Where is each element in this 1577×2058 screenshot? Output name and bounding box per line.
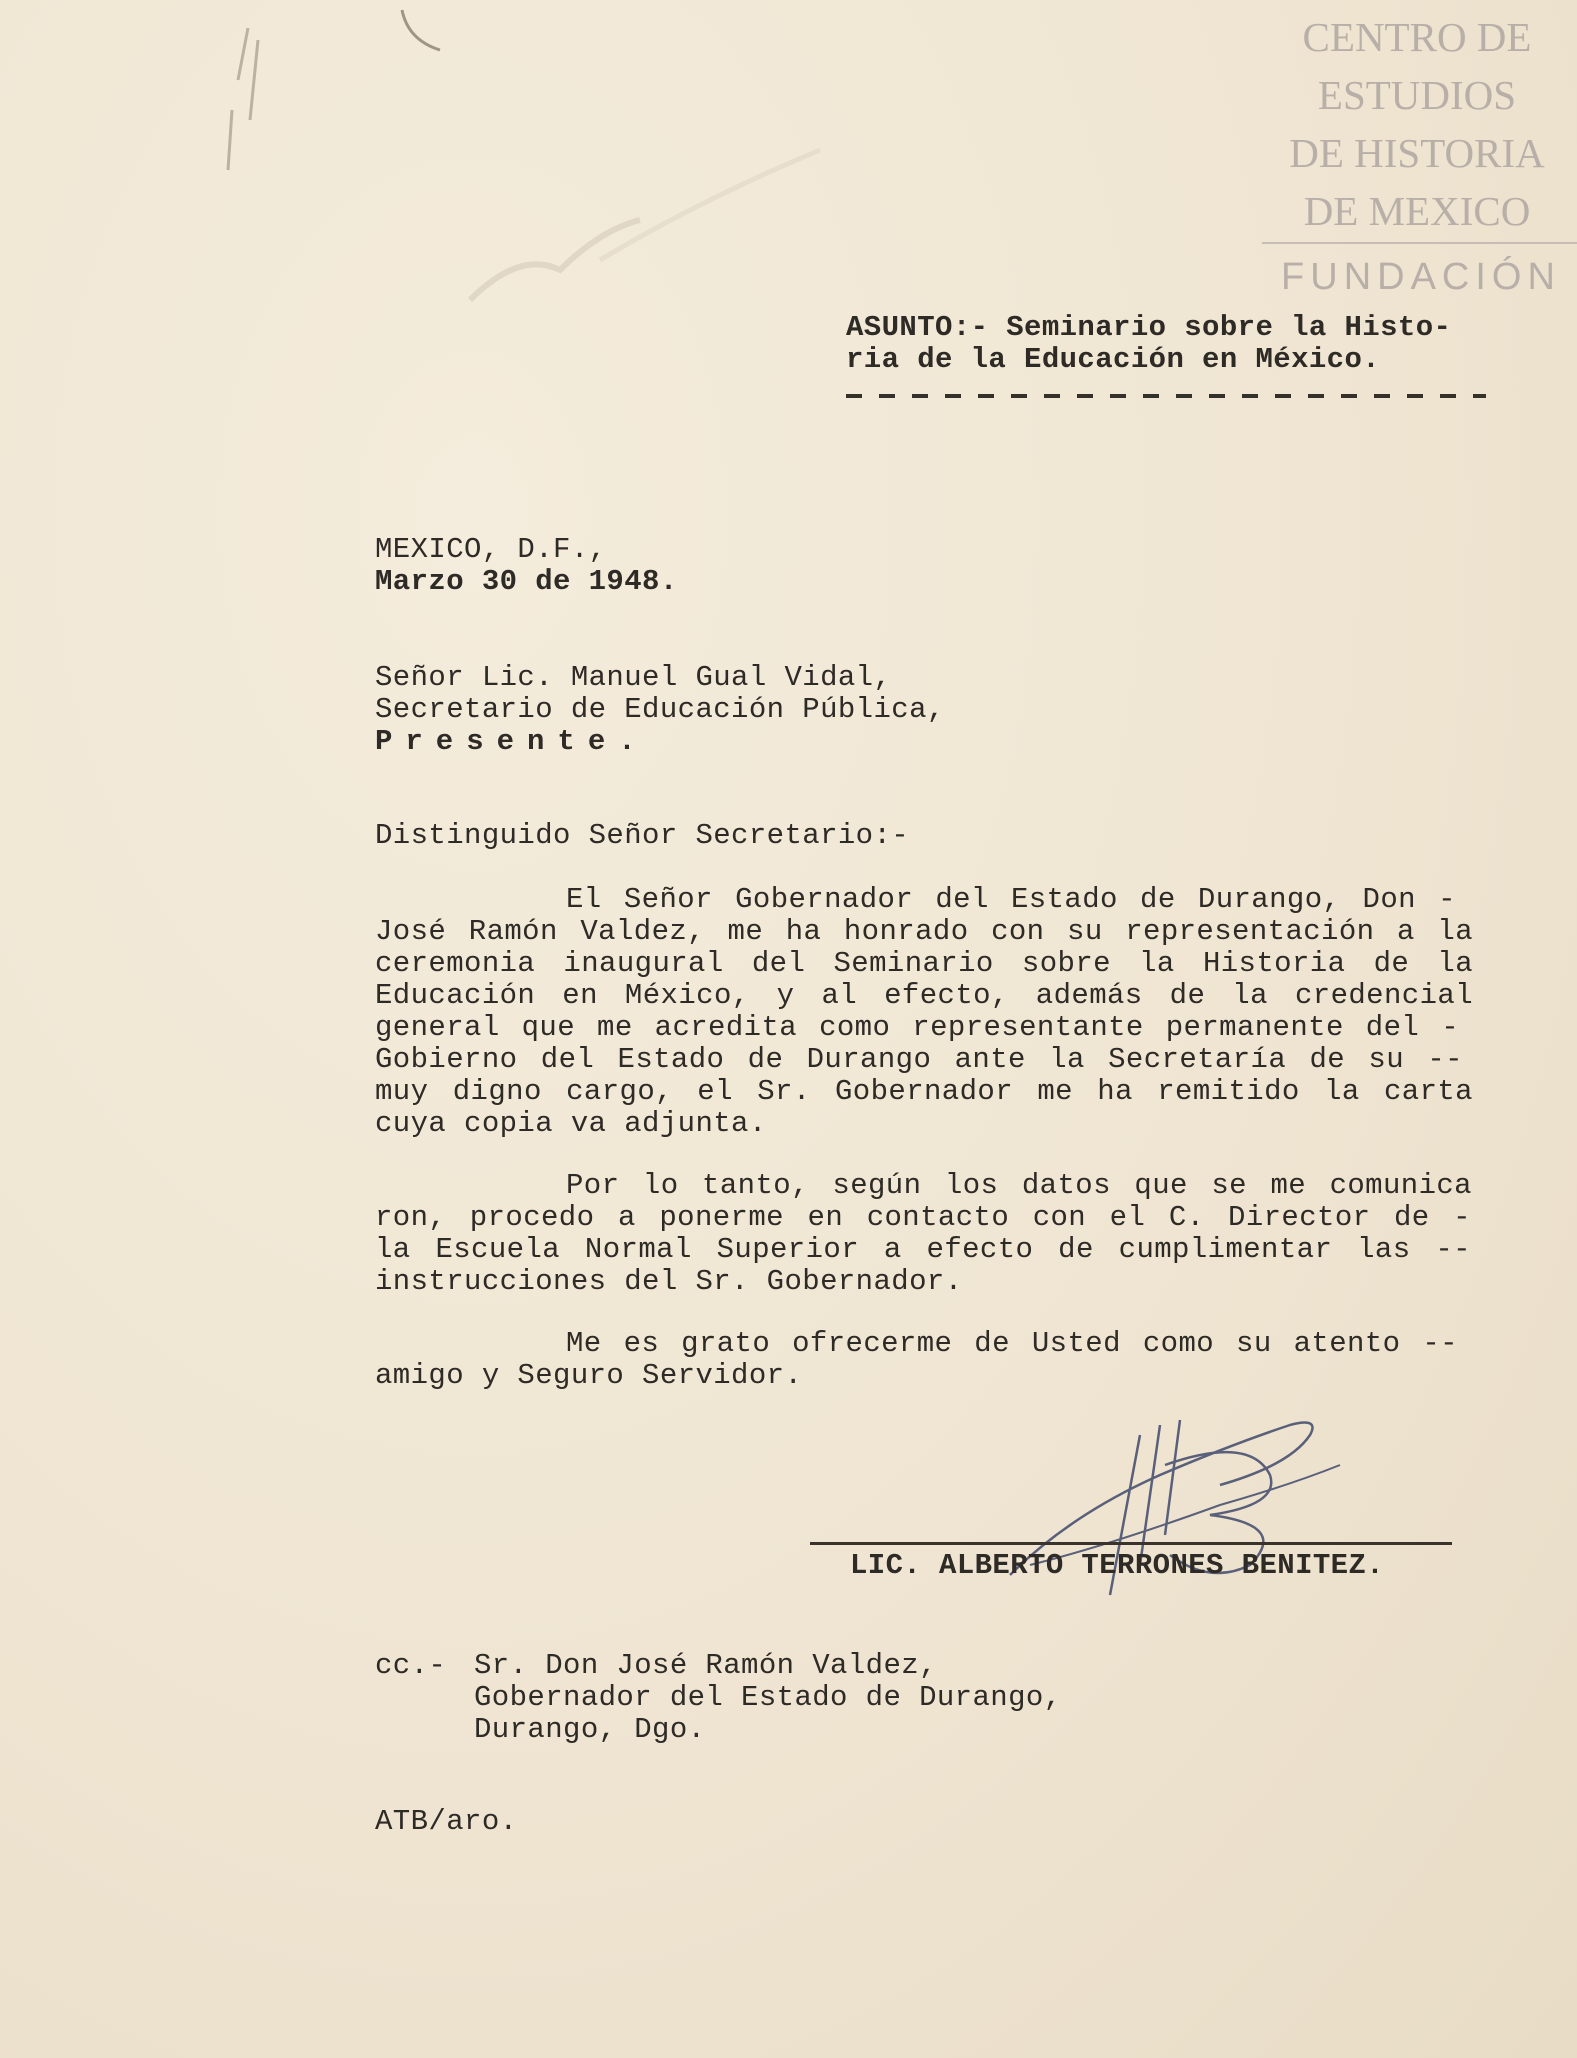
body-line: instrucciones del Sr. Gobernador. [375, 1265, 963, 1298]
cc-prefix: cc.- [375, 1649, 447, 1682]
body-line: El Señor Gobernador del Estado de Durango, Don - [566, 883, 1456, 916]
watermark-foundation: FUNDACIÓN [1281, 256, 1561, 298]
subject-underline [846, 394, 1486, 398]
body-line: general que me acredita como representante permanente del - [375, 1011, 1459, 1044]
body-line: amigo y Seguro Servidor. [375, 1359, 803, 1392]
body-line: ceremonia inaugural del Seminario sobre la Historia de la [375, 947, 1473, 980]
body-line: Por lo tanto, según los datos que se me comunica [566, 1169, 1472, 1202]
watermark-line: DE MEXICO [1303, 188, 1531, 234]
body-line: Educación en México, y al efecto, además de la credencial [375, 979, 1473, 1012]
watermark-line: DE HISTORIA [1289, 130, 1545, 176]
body-line: cuya copia va adjunta. [375, 1107, 767, 1140]
cc-line: Sr. Don José Ramón Valdez, [474, 1649, 937, 1682]
signer-name: LIC. ALBERTO TERRONES BENITEZ. [850, 1549, 1385, 1582]
body-line: ron, procedo a ponerme en contacto con el C. Director de - [375, 1201, 1471, 1234]
body-line: Me es grato ofrecerme de Usted como su atento -- [566, 1327, 1458, 1360]
recipient-title: Secretario de Educación Pública, [375, 693, 945, 726]
subject-line-1: ASUNTO:- Seminario sobre la Histo- [846, 311, 1452, 344]
watermark-divider [1262, 242, 1577, 244]
salutation: Distinguido Señor Secretario:- [375, 819, 910, 852]
body-line: José Ramón Valdez, me ha honrado con su representación a la [375, 915, 1473, 948]
signature-line [810, 1542, 1452, 1545]
cc-line: Gobernador del Estado de Durango, [474, 1681, 1062, 1714]
cc-line: Durango, Dgo. [474, 1713, 706, 1746]
date: Marzo 30 de 1948. [375, 565, 678, 598]
body-line: Gobierno del Estado de Durango ante la Secretaría de su -- [375, 1043, 1463, 1076]
recipient-name: Señor Lic. Manuel Gual Vidal, [375, 661, 892, 694]
body-line: muy digno cargo, el Sr. Gobernador me ha remitido la carta [375, 1075, 1473, 1108]
recipient-presente: Presente. [375, 725, 649, 758]
subject-line-2: ria de la Educación en México. [846, 343, 1381, 376]
place: MEXICO, D.F., [375, 533, 607, 566]
watermark-line: CENTRO DE [1302, 14, 1532, 60]
watermark-line: ESTUDIOS [1317, 72, 1517, 118]
typist-initials: ATB/aro. [375, 1805, 518, 1838]
body-line: la Escuela Normal Superior a efecto de cumplimentar las -- [375, 1233, 1471, 1266]
archive-watermark [1262, 8, 1572, 240]
